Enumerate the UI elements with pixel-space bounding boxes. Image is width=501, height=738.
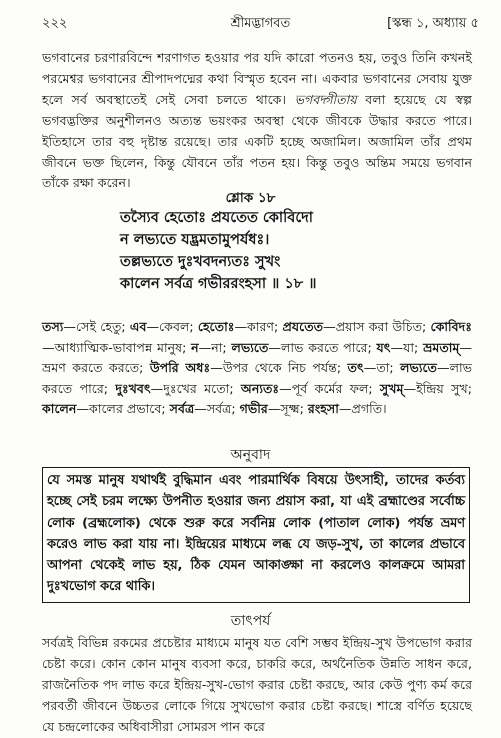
synonym-word: হেতোঃ bbox=[197, 319, 235, 334]
synonym-meaning: পূর্ব কর্মের ফল; bbox=[291, 380, 380, 396]
running-header bbox=[42, 14, 479, 36]
synonym-word: সুখম্ bbox=[379, 380, 404, 396]
synonym-meaning: সর্বত্র; bbox=[206, 401, 240, 416]
page-number: ২২২ bbox=[42, 16, 68, 31]
chapter-reference: [স্কন্ধ ১, অধ্যায় ৫ bbox=[387, 16, 479, 31]
synonym-meaning: সেই হেতু; bbox=[76, 319, 130, 334]
purport-paragraph: সর্বত্রই বিভিন্ন রকমের প্রচেষ্টার মাধ্যমে মানুষ যত বেশি সম্ভব ইন্দ্রিয়-সুখ উপভোগ করার চেষ্টা করে। কোন কোন মানুষ ব্যবসা করে, চাকরি করে, অর্থনৈতিক উন্নতি সাধন করে, রাজনৈতিক পদ লাভ করে ইন্দ্রিয়-সুখ-ভোগ করার চেষ্টা করছে, আর কেউ পুণ্য কর্ম করে পরবর্তী জীবনে উচ্চতর লোকে গিয়ে সুখভোগ করার চেষ্টা করছে। শাস্ত্রে বর্ণিত হয়েছে যে চন্দ্রলোকের অধিবাসীরা সোমরস পান করে bbox=[42, 635, 472, 734]
synonym-meaning: প্রয়াস করা উচিত; bbox=[335, 319, 431, 334]
synonym-word: তস্য bbox=[42, 319, 64, 334]
intro-italic-title: ভগবদ্গীতায় bbox=[294, 91, 357, 107]
verse-line: ন লভ্যতে যদ্ভ্রমতামুপর্যধঃ। bbox=[120, 232, 270, 248]
synonym-meaning: উপর থেকে নিচ পর্যন্ত; bbox=[222, 360, 348, 375]
translation-heading: অনুবাদ bbox=[231, 443, 271, 468]
verse-line: তল্লভ্যতে দুঃখবদন্যতঃ সুখং bbox=[120, 254, 281, 270]
sanskrit-verse bbox=[120, 207, 420, 295]
synonym-meaning: ভ্রমণ করতে করতে; bbox=[42, 360, 150, 375]
synonym-word: প্রযতেত bbox=[282, 319, 324, 334]
synonym-word: ভ্রমতাম্ bbox=[423, 339, 460, 355]
purport-heading: তাৎপর্য bbox=[230, 613, 271, 629]
synonym-meaning: ইন্দ্রিয় সুখ; bbox=[416, 380, 472, 396]
verse-line: কালেন সর্বত্র গভীররংহসা ॥ ১৮ ॥ bbox=[120, 276, 317, 292]
synonym-word: লভ্যতে bbox=[231, 339, 269, 355]
synonym-word: সর্বত্র bbox=[169, 401, 195, 416]
book-title: শ্রীমদ্ভাগবত bbox=[230, 16, 291, 31]
synonym-word: অন্যতঃ bbox=[240, 380, 280, 396]
word-synonyms: তস্য—সেই হেতু; এব—কেবল; হেতোঃ—কারণ; প্রযতেত—প্রয়াস করা উচিত; কোবিদঃ—আধ্যাত্মিক-ভাবাপন্ন মানুষ; ন—না; লভ্যতে—লাভ করতে পারে; যৎ—যা; ভ্রমতাম্—ভ্রমণ করতে করতে; উপরি অধঃ—উপর থেকে নিচ পর্যন্ত; তৎ—তা; লভ্যতে—লাভ করতে পারে; দুঃখবৎ—দুঃখের মতো; অন্যতঃ—পূর্ব কর্মের ফল; সুখম্—ইন্দ্রিয় সুখ; কালেন—কালের প্রভাবে; সর্বত্র—সর্বত্র; গভীর—সূক্ষ্ম; রংহসা—প্রগতি। bbox=[42, 319, 473, 416]
synonym-word: কোবিদঃ bbox=[430, 319, 472, 334]
synonym-word: কালেন bbox=[42, 401, 77, 416]
synonym-word: রংহসা bbox=[307, 401, 339, 416]
synonym-meaning: দুঃখের মতো; bbox=[163, 380, 241, 396]
synonym-word: তৎ bbox=[347, 360, 364, 375]
synonym-meaning: সূক্ষ্ম; bbox=[280, 401, 308, 416]
synonym-word: গভীর bbox=[239, 401, 268, 416]
synonym-meaning: লাভ করতে পারে; bbox=[281, 339, 377, 355]
synonym-meaning: না; bbox=[211, 339, 232, 355]
synonym-word: এব bbox=[129, 319, 147, 334]
sloka-heading: শ্লোক ১৮ bbox=[225, 190, 276, 206]
verse-line: তস্যৈব হেতোঃ প্রযতেত কোবিদো bbox=[120, 210, 313, 226]
synonym-meaning: যা; bbox=[403, 339, 424, 355]
synonym-meaning: লাভ করতে পারে; bbox=[42, 360, 473, 396]
synonym-word: লভ্যতে bbox=[400, 360, 438, 375]
translation-box bbox=[42, 467, 470, 603]
intro-text-1: ভগবানের চরণারবিন্দে শরণাগত হওয়ার পর যদি কারো পতনও হয়, তবুও তিনি কখনই পরমেশ্বর ভগবানের শ্রীপাদপদ্মের কথা বিস্মৃত হবেন না। একবার ভগবানের সেবায় যুক্ত হলে সর্ব অবস্থাতেই সেই সেবা চলতে থাকে। bbox=[42, 50, 472, 107]
synonym-word: দুঃখবৎ bbox=[115, 380, 151, 396]
synonym-meaning: আধ্যাত্মিক-ভাবাপন্ন মানুষ; bbox=[54, 339, 192, 355]
synonym-word: ন bbox=[191, 339, 199, 355]
synonym-meaning: প্রগতি। bbox=[351, 401, 387, 416]
translation-text: যে সমস্ত মানুষ যথার্থই বুদ্ধিমান এবং পারমার্থিক বিষয়ে উৎসাহী, তাদের কর্তব্য হচ্ছে সেই চরম লক্ষ্যে উপনীত হওয়ার জন্য প্রয়াস করা, যা এই ব্রহ্মাণ্ডের সর্বোচ্চ লোক (ব্রহ্মলোক) থেকে শুরু করে সর্বনিম্ন লোক (পাতাল লোক) পর্যন্ত ভ্রমণ করেও লাভ করা যায় না। ইন্দ্রিয়ের মাধ্যমে লব্ধ যে জড়-সুখ, তা কালের প্রভাবে আপনা থেকেই লাভ হয়, ঠিক যেমন আকাঙ্ক্ষা না করলেও কালক্রমে আমরা দুঃখভোগ করে থাকি। bbox=[47, 473, 465, 595]
intro-paragraph bbox=[42, 48, 472, 194]
synonym-word: যৎ bbox=[376, 339, 391, 355]
intro-text-2: বলা হয়েছে যে স্বল্প ভগবদ্ভক্তির অনুশীলনও অত্যন্ত ভয়ংকর অবস্থা থেকে জীবকে উদ্ধার করতে পারে। ইতিহাসে তার বহু দৃষ্টান্ত রয়েছে। তার একটি হচ্ছে অজামিল। অজামিল তাঁর প্রথম জীবনে ভক্ত ছিলেন, কিন্তু যৌবনে তাঁর পতন হয়। কিন্তু তবুও অন্তিম সময়ে ভগবান তাঁকে রক্ষা করেন। bbox=[42, 91, 472, 191]
synonym-meaning: তা; bbox=[376, 360, 401, 375]
synonym-meaning: কারণ; bbox=[247, 319, 283, 334]
synonym-meaning: কেবল; bbox=[159, 319, 198, 334]
synonym-word: উপরি অধঃ bbox=[149, 360, 211, 375]
synonym-meaning: কালের প্রভাবে; bbox=[89, 401, 170, 416]
